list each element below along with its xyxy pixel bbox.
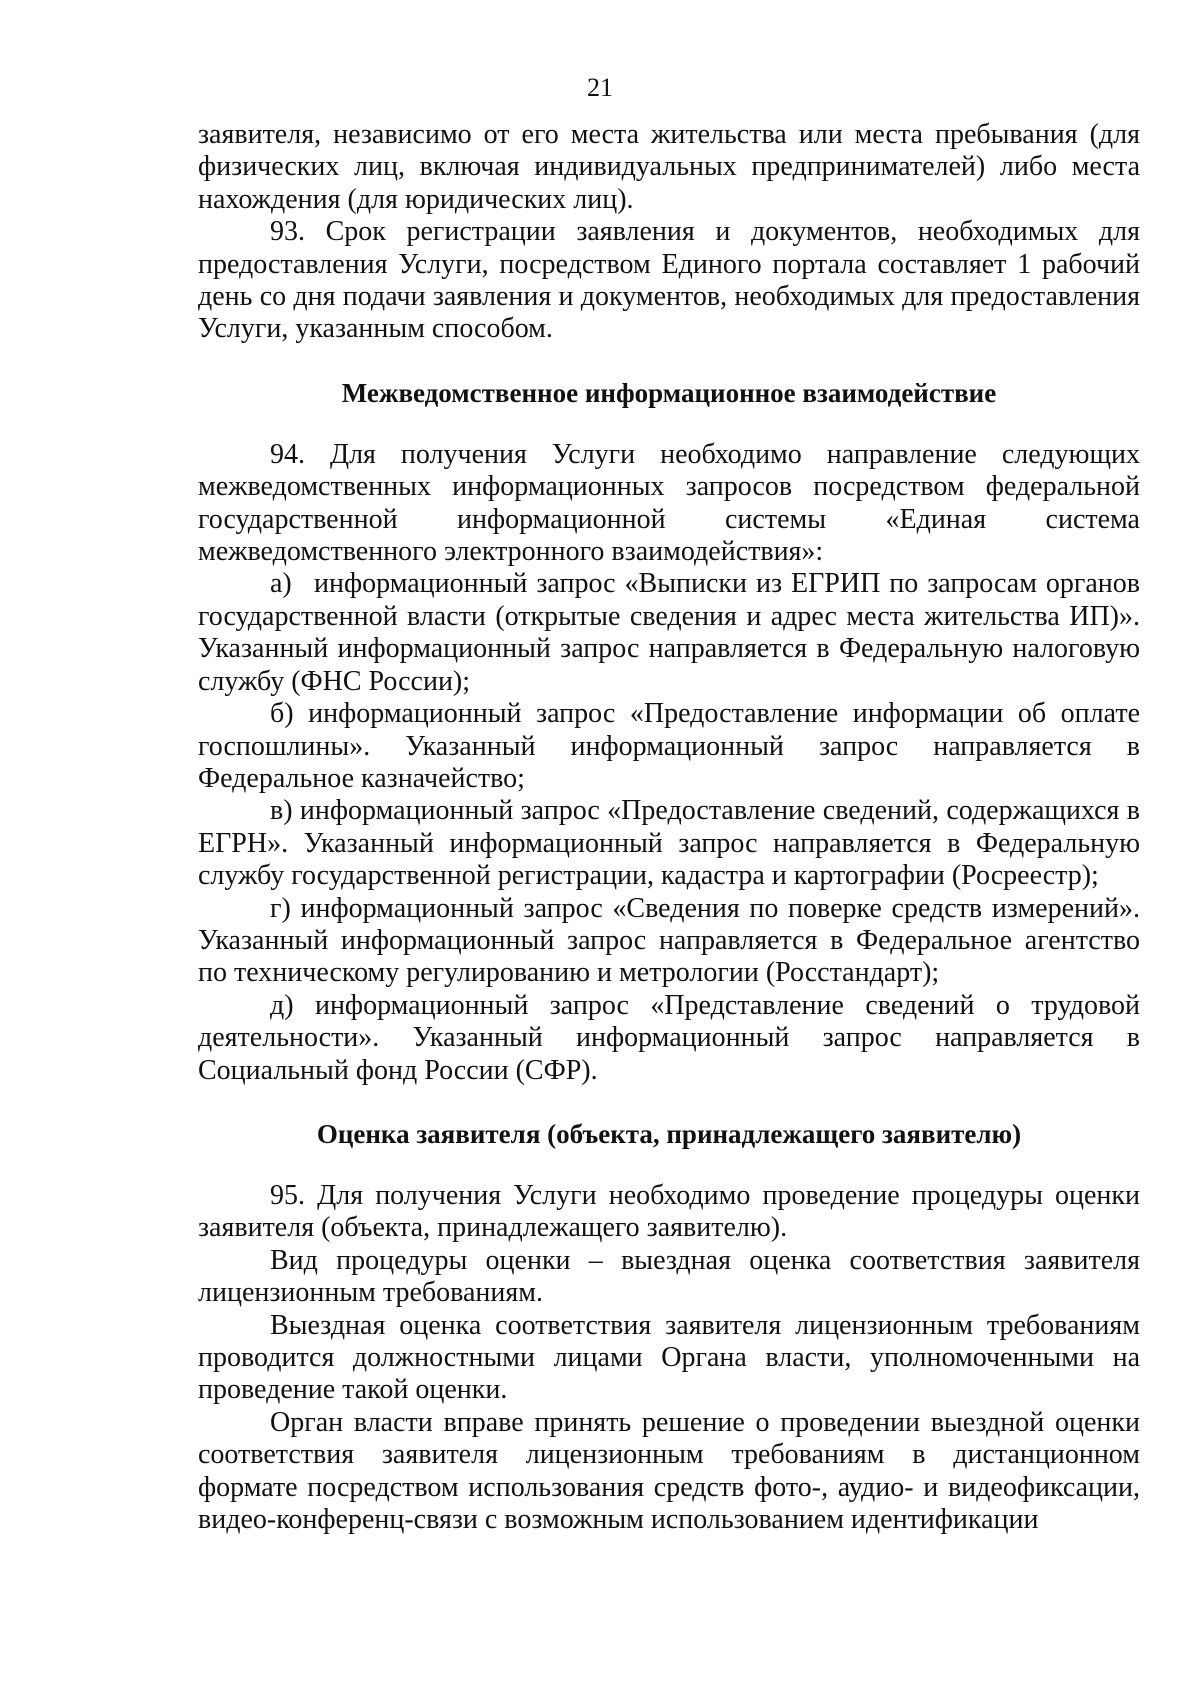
list-item-g: г) информационный запрос «Сведения по поверке средств измерений». Указанный информационный запрос направляется в Федеральное агентство по техническому регулированию и метрологии (Росстандарт);	[198, 892, 1140, 989]
list-item-a-text: информационный запрос «Выписки из ЕГРИП по запросам органов государственной власти (открытые сведения и адрес места жительства ИП)». Указанный информационный запрос направляется в Федеральную налоговую службу (ФНС России);	[198, 568, 1140, 697]
list-item-v: в) информационный запрос «Предоставление сведений, содержащихся в ЕГРН». Указанный информационный запрос направляется в Федеральную службу государственной регистрации, кадастра и картографии (Росреестр);	[198, 795, 1140, 892]
paragraph-94: 94. Для получения Услуги необходимо направление следующих межведомственных информационных запросов посредством федеральной государственной информационной системы «Единая система межведомственного электронного взаимодействия»:	[198, 438, 1140, 568]
list-item-b: б) информационный запрос «Предоставление информации об оплате госпошлины». Указанный информационный запрос направляется в Федеральное казначейство;	[198, 698, 1140, 794]
page-content	[198, 119, 1140, 1536]
list-item-d: д) информационный запрос «Представление сведений о трудовой деятельности». Указанный информационный запрос направляется в Социальный фонд России (СФР).	[198, 989, 1140, 1086]
section-heading-interagency: Межведомственное информационное взаимодействие	[341, 377, 997, 408]
paragraph-assessment-remote: Орган власти вправе принять решение о проведении выездной оценки соответствия заявителя лицензионным требованиям в дистанционном формате посредством использования средств фото-, аудио- и видеофиксации, видео-конференц-связи с возможным использованием идентификации	[198, 1406, 1140, 1536]
list-item-a-label: а)	[270, 568, 292, 600]
paragraph-continuation: заявителя, независимо от его места жительства или места пребывания (для физических лиц, включая индивидуальных предпринимателей) либо места нахождения (для юридических лиц).	[198, 119, 1140, 215]
list-item-a	[198, 568, 1140, 698]
section-heading-assessment: Оценка заявителя (объекта, принадлежащего заявителю)	[316, 1118, 1022, 1149]
page-number: 21	[587, 73, 613, 102]
paragraph-93: 93. Срок регистрации заявления и документов, необходимых для предоставления Услуги, посредством Единого портала составляет 1 рабочий день со дня подачи заявления и документов, необходимых для предоставления Услуги, указанным способом.	[198, 216, 1140, 345]
paragraph-assessment-type: Вид процедуры оценки – выездная оценка соответствия заявителя лицензионным требованиям.	[198, 1244, 1140, 1309]
paragraph-95: 95. Для получения Услуги необходимо проведение процедуры оценки заявителя (объекта, принадлежащего заявителю).	[198, 1179, 1140, 1244]
paragraph-assessment-conducted: Выездная оценка соответствия заявителя лицензионным требованиям проводится должностными лицами Органа власти, уполномоченными на проведение такой оценки.	[198, 1309, 1140, 1406]
